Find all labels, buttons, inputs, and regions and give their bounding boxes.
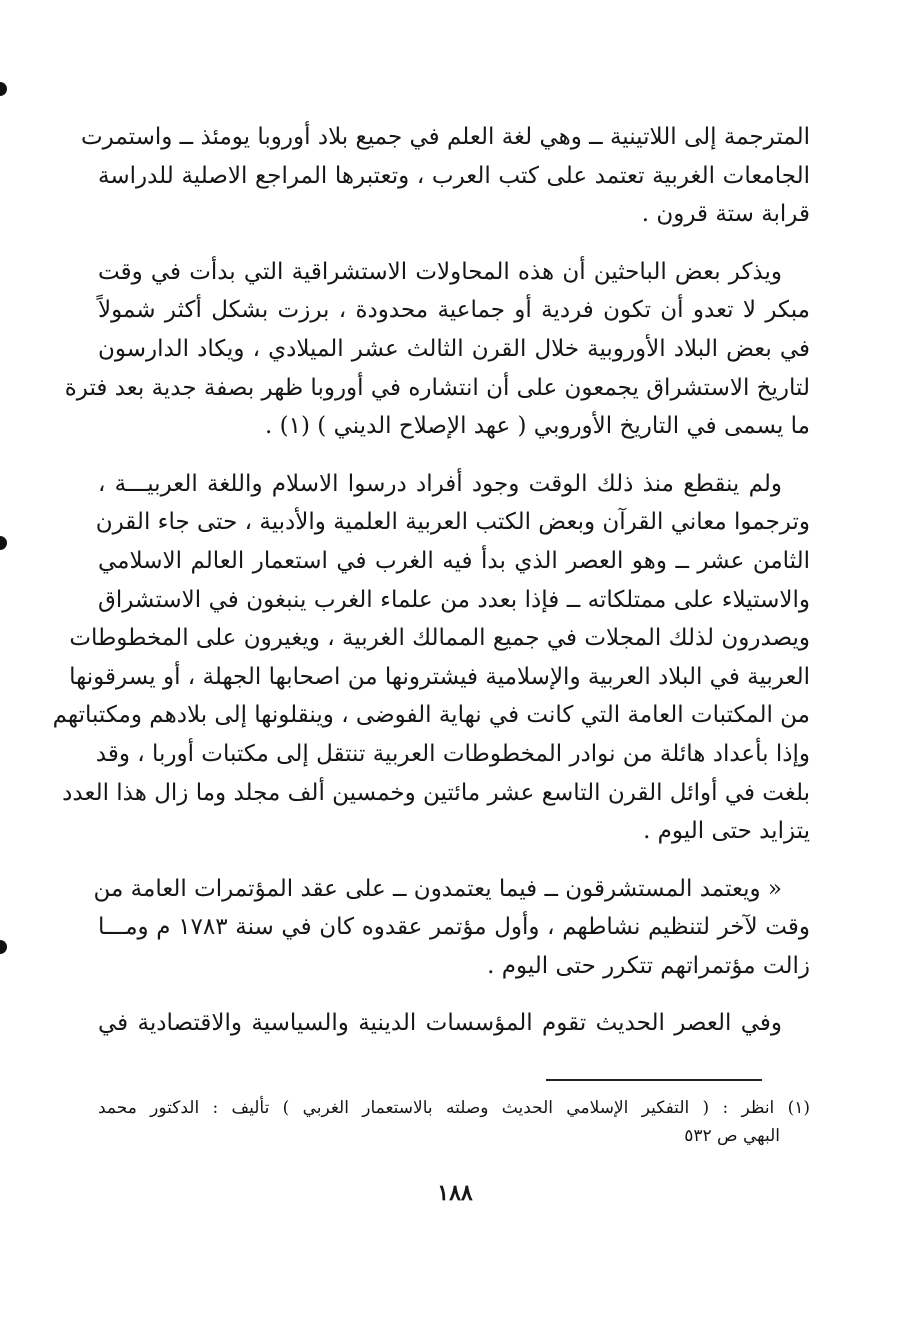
paragraph-5 — [98, 1004, 810, 1043]
text-line: وترجموا معاني القرآن وبعض الكتب العربية العلمية والأدبية ، حتى جاء القرن — [95, 509, 810, 536]
text-line: « ويعتمد المستشرقون ــ فيما يعتمدون ــ على عقد المؤتمرات العامة من — [93, 875, 782, 902]
text-line: يتزايد حتى اليوم . — [643, 818, 810, 845]
text-line: لتاريخ الاستشراق يجمعون على أن انتشاره في أوروبا ظهر بصفة جدية بعد فترة — [64, 374, 810, 401]
paragraph-4-quote — [93, 870, 810, 986]
footnote-line: البهي ص ٥٣٢ — [684, 1126, 780, 1146]
text-line: الثامن عشر ــ وهو العصر الذي بدأ فيه الغرب في استعمار العالم الاسلامي — [98, 547, 810, 574]
text-line: ويصدرون لذلك المجلات في جميع الممالك الغربية ، ويغيرون على المخطوطات — [69, 625, 810, 652]
paragraph-3 — [52, 465, 810, 851]
text-line: في بعض البلاد الأوروبية خلال القرن الثالث عشر الميلادي ، ويكاد الدارسون — [98, 335, 810, 362]
paragraph-2 — [64, 253, 810, 446]
text-line: وفي العصر الحديث تقوم المؤسسات الدينية والسياسية والاقتصادية في — [98, 1010, 782, 1037]
paragraph-1 — [81, 118, 810, 234]
page-body — [52, 118, 810, 1062]
text-line: قرابة ستة قرون . — [641, 201, 810, 228]
text-line: ويذكر بعض الباحثين أن هذه المحاولات الاستشراقية التي بدأت في وقت — [98, 258, 782, 285]
margin-mark-lower — [0, 940, 7, 954]
page-number: ١٨٨ — [437, 1180, 473, 1206]
text-line: مبكر لا تعدو أن تكون فردية أو جماعية محدودة ، برزت بشكل أكثر شمولاً — [98, 297, 810, 324]
text-line: ولم ينقطع منذ ذلك الوقت وجود أفراد درسوا الاسلام واللغة العربيـــة ، — [98, 470, 782, 497]
text-line: والاستيلاء على ممتلكاته ــ فإذا بعدد من علماء الغرب ينبغون في الاستشراق — [98, 586, 810, 613]
text-line: المترجمة إلى اللاتينية ــ وهي لغة العلم في جميع بلاد أوروبا يومئذ ــ واستمرت — [81, 124, 810, 150]
text-line: وإذا بأعداد هائلة من نوادر المخطوطات العربية تنتقل إلى مكتبات أوربا ، وقد — [95, 740, 810, 767]
text-line: زالت مؤتمراتهم تتكرر حتى اليوم . — [487, 952, 810, 979]
text-line: بلغت في أوائل القرن التاسع عشر مائتين وخمسين ألف مجلد وما زال هذا العدد — [62, 779, 810, 806]
text-line: من المكتبات العامة التي كانت في نهاية الفوضى ، وينقلونها إلى بلادهم ومكتباتهم — [52, 702, 810, 729]
footnote-line: (١) انظر : ( التفكير الإسلامي الحديث وصلته بالاستعمار الغربي ) تأليف : الدكتور محمد — [98, 1098, 810, 1118]
footnote-separator — [546, 1079, 762, 1081]
margin-mark-middle — [0, 536, 7, 550]
text-line: الجامعات الغربية تعتمد على كتب العرب ، وتعتبرها المراجع الاصلية للدراسة — [98, 162, 810, 189]
text-line: ما يسمى في التاريخ الأوروبي ( عهد الإصلاح الديني ) (١) . — [265, 413, 810, 440]
footnote — [98, 1094, 810, 1150]
text-line: وقت لآخر لتنظيم نشاطهم ، وأول مؤتمر عقدوه كان في سنة ١٧٨٣ م ومـــا — [98, 914, 810, 941]
margin-mark-top — [0, 82, 7, 96]
text-line: العربية في البلاد العربية والإسلامية فيشترونها من اصحابها الجهلة ، أو يسرقونها — [69, 663, 810, 690]
